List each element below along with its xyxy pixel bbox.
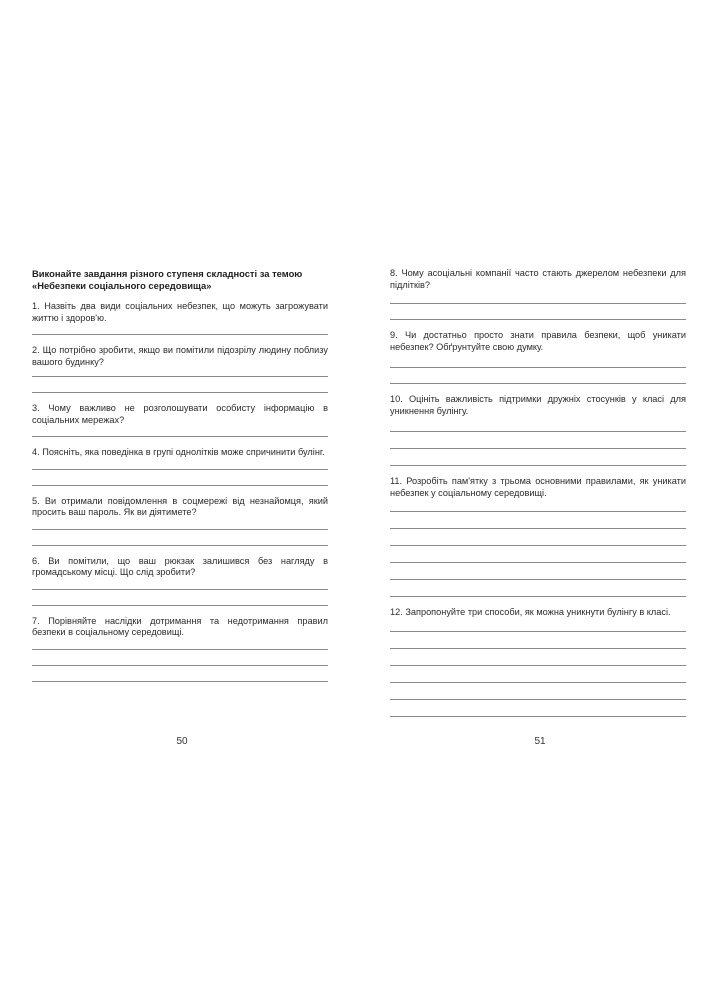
answer-line[interactable] (32, 469, 328, 470)
answer-lines-2 (32, 376, 328, 393)
task-heading-line1: Виконайте завдання різного ступеня складності за темою (32, 268, 303, 279)
answer-line[interactable] (390, 367, 686, 368)
question-7: 7. Порівняйте наслідки дотримання та недотримання правил безпеки в соціальному середовищі. (32, 615, 328, 637)
answer-line[interactable] (32, 665, 328, 666)
answer-line[interactable] (390, 562, 686, 563)
page-number-right: 51 (534, 736, 546, 747)
answer-lines-10 (390, 431, 686, 466)
question-8: 8. Чому асоціальні компанії часто стають джерелом небезпеки для підлітків? (390, 268, 686, 290)
answer-line[interactable] (32, 681, 328, 682)
answer-line[interactable] (32, 334, 328, 335)
task-heading (32, 268, 328, 292)
answer-line[interactable] (390, 665, 686, 666)
question-6: 6. Ви помітили, що ваш рюкзак залишився без нагляду в громадському місці. Що слід зробити? (32, 555, 328, 577)
answer-line[interactable] (32, 545, 328, 546)
question-9: 9. Чи достатньо просто знати правила безпеки, щоб уникати небезпек? Обґрунтуйте свою думку. (390, 330, 686, 352)
answer-lines-12 (390, 631, 686, 717)
answer-line[interactable] (390, 648, 686, 649)
answer-lines-6 (32, 589, 328, 606)
question-1: 1. Назвіть два види соціальних небезпек, що можуть загрожувати життю і здоров'ю. (32, 301, 328, 323)
answer-line[interactable] (390, 682, 686, 683)
answer-lines-4 (32, 469, 328, 486)
answer-line[interactable] (32, 605, 328, 606)
answer-line[interactable] (390, 716, 686, 717)
right-column (390, 268, 686, 717)
answer-line[interactable] (390, 303, 686, 304)
answer-line[interactable] (32, 649, 328, 650)
answer-line[interactable] (390, 465, 686, 466)
answer-line[interactable] (390, 431, 686, 432)
answer-line[interactable] (32, 529, 328, 530)
answer-line[interactable] (390, 545, 686, 546)
answer-lines-8 (390, 303, 686, 320)
answer-lines-3 (32, 436, 328, 437)
answer-line[interactable] (390, 596, 686, 597)
answer-line[interactable] (390, 631, 686, 632)
answer-line[interactable] (32, 485, 328, 486)
question-11: 11. Розробіть пам'ятку з трьома основними правилами, як уникати небезпек у соціальному середовищі. (390, 476, 686, 498)
right-page (360, 0, 720, 1000)
answer-line[interactable] (32, 589, 328, 590)
answer-line[interactable] (390, 448, 686, 449)
answer-lines-11 (390, 511, 686, 597)
answer-line[interactable] (390, 511, 686, 512)
question-12: 12. Запропонуйте три способи, як можна уникнути булінгу в класі. (390, 607, 671, 617)
answer-line[interactable] (32, 436, 328, 437)
question-3: 3. Чому важливо не розголошувати особисту інформацію в соціальних мережах? (32, 403, 328, 425)
answer-line[interactable] (32, 392, 328, 393)
question-10: 10. Оцініть важливість підтримки дружніх стосунків у класі для уникнення булінгу. (390, 394, 686, 416)
answer-line[interactable] (390, 528, 686, 529)
answer-lines-1 (32, 334, 328, 335)
answer-line[interactable] (32, 376, 328, 377)
answer-line[interactable] (390, 319, 686, 320)
question-2: 2. Що потрібно зробити, якщо ви помітили підозрілу людину поблизу вашого будинку? (32, 345, 328, 367)
task-heading-line2: «Небезпеки соціального середовища» (32, 280, 212, 291)
answer-line[interactable] (390, 699, 686, 700)
page-number-left: 50 (176, 736, 188, 747)
answer-lines-7 (32, 649, 328, 682)
left-column (32, 268, 328, 682)
answer-lines-9 (390, 367, 686, 384)
answer-line[interactable] (390, 579, 686, 580)
answer-line[interactable] (390, 383, 686, 384)
question-5: 5. Ви отримали повідомлення в соцмережі від незнайомця, який просить ваш пароль. Як ви діятимете? (32, 495, 328, 517)
answer-lines-5 (32, 529, 328, 546)
question-4: 4. Поясніть, яка поведінка в групі однолітків може спричинити булінг. (32, 447, 325, 457)
